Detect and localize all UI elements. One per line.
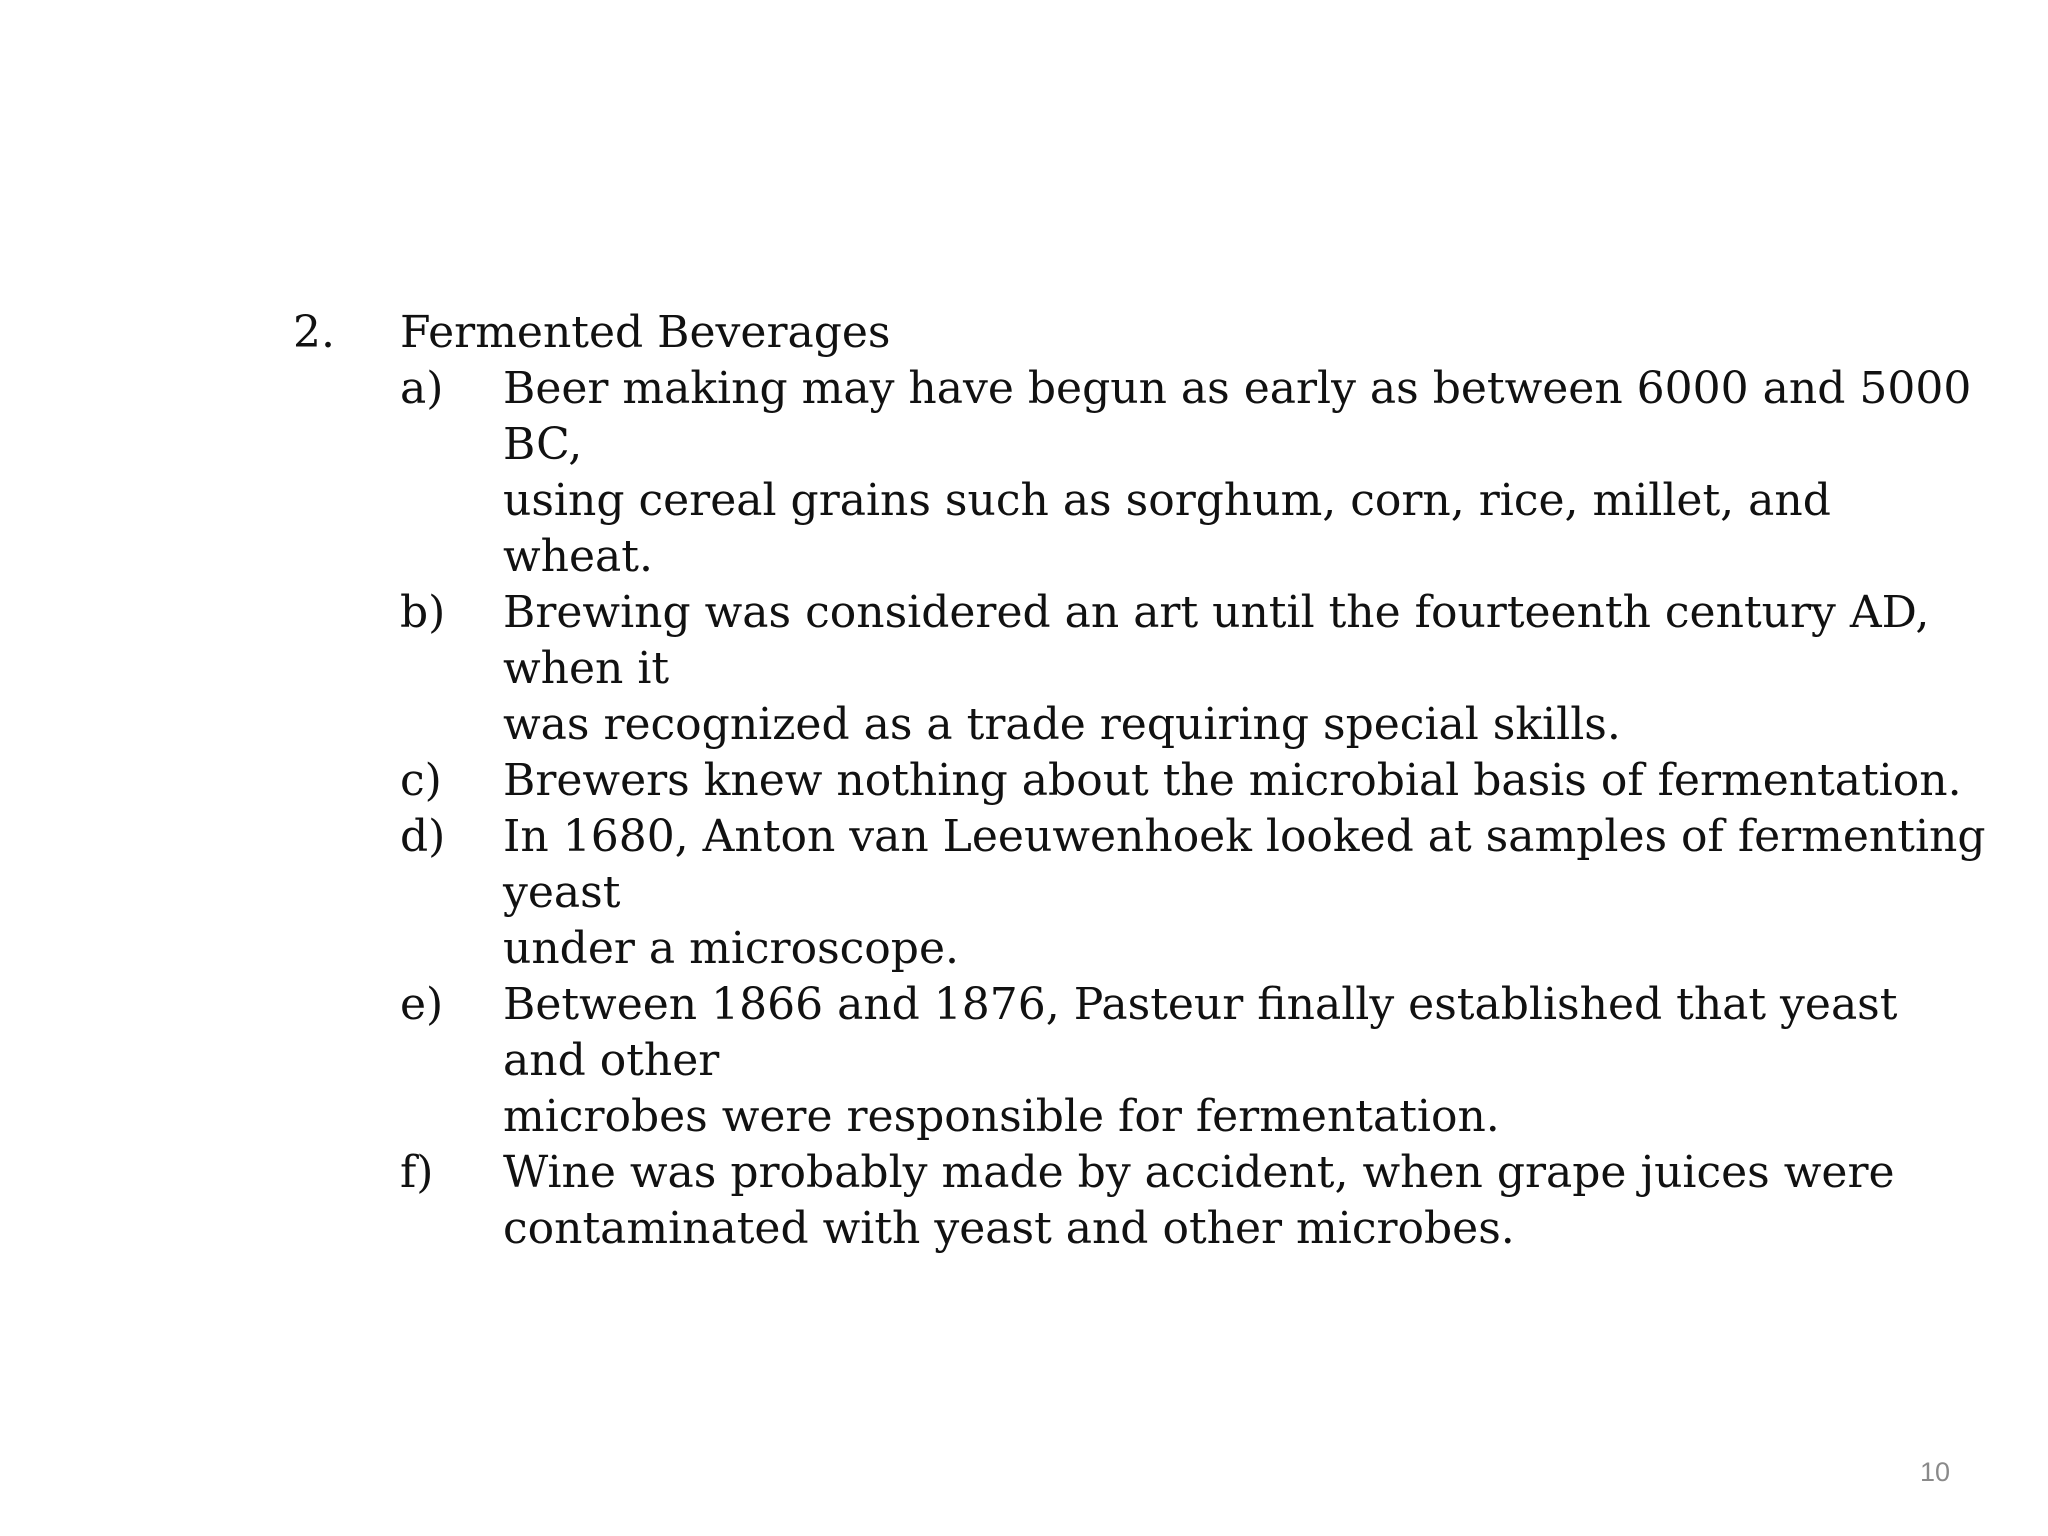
list-item [293,977,1993,1145]
list-item-marker: b) [400,587,446,638]
list-item-marker: a) [400,363,444,414]
section-fermented-beverages [293,305,1993,1257]
list-item-text: Beer making may have begun as early as between 6000 and 5000 BC, using cereal grains such as sorghum, corn, rice, millet, and wheat. [503,363,1972,582]
list-item [293,809,1993,977]
list-item-text: Wine was probably made by accident, when grape juices were contaminated with yeast and other microbes. [503,1147,1895,1254]
list-item-text: In 1680, Anton van Leeuwenhoek looked at samples of fermenting yeast under a microscope. [503,811,1986,974]
list-item [293,361,1993,585]
section-title: Fermented Beverages [400,307,891,358]
list-item-text: Between 1866 and 1876, Pasteur finally established that yeast and other microbes were responsible for fermentation. [503,979,1898,1142]
list-item [293,585,1993,753]
list-item-marker: d) [400,811,446,862]
list-item-marker: e) [400,979,444,1030]
list-item-marker: c) [400,755,442,806]
section-number: 2. [293,307,335,358]
item-list [293,361,1993,1257]
list-item [293,1145,1993,1257]
list-item-text: Brewing was considered an art until the fourteenth century AD, when it was recognized as a trade requiring special skills. [503,587,1930,750]
list-item-text: Brewers knew nothing about the microbial basis of fermentation. [503,755,1962,806]
list-item [293,753,1993,809]
section-heading [293,305,1993,361]
page-number: 10 [1919,1457,1950,1487]
list-item-marker: f) [400,1147,434,1198]
